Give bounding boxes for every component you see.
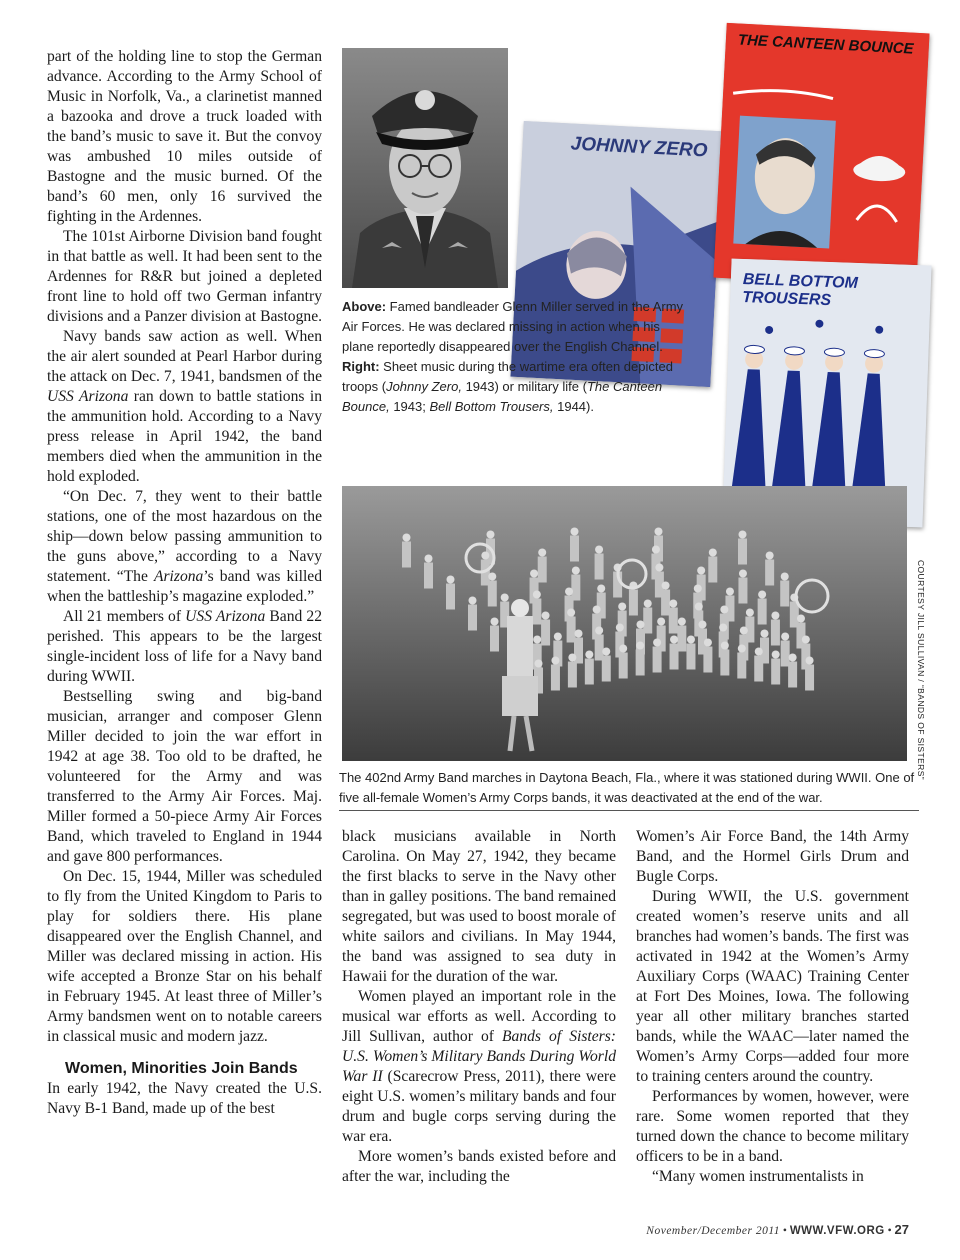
band-member [468,605,477,631]
band-member [765,560,774,586]
paragraph: In early 1942, the Navy created the U.S. Navy B-1 Band, made up of the best [47,1080,322,1117]
ship-name: Arizona [153,568,204,585]
band-member [629,590,638,616]
band-member-head [738,645,746,653]
band-member [738,539,747,565]
band-member [708,557,717,583]
bell-bottom-title: BELL BOTTOM TROUSERS [741,271,859,310]
paragraph: Women’s Air Force Band, the 14th Army Band, and the Hormel Girls Drum and Bugle Corps. [636,828,909,885]
band-member-head [637,621,645,629]
portrait-illustration [342,48,508,288]
band-member [490,626,499,652]
paragraph: More women’s bands existed before and after the war, including the [342,1148,616,1185]
band-member-head [652,546,660,554]
issue-date: November/December 2011 [646,1225,781,1237]
band-member-head [758,591,766,599]
band-member-head [653,639,661,647]
paragraph: Performances by women, however, were rare. Some women reported that they turned down the chance to become military officers to be in a band. [636,1088,909,1165]
band-member [669,608,678,634]
text-run: Navy bands saw action as well. When the air alert sounded at Pearl Harbor during the attack on Dec. 7, 1941, bandsmen of the [47,328,322,385]
band-member-head [657,618,665,626]
band-member-head [695,603,703,611]
band-member [636,650,645,676]
band-member-head [761,630,769,638]
band-member-head [501,594,509,602]
band-member-head [655,564,663,572]
band-member-head [726,588,734,596]
band-member [551,665,560,691]
band-member-head [755,648,763,656]
band-member-head [491,618,499,626]
band-member-head [687,636,695,644]
caption-text: 1943; [389,399,430,414]
paragraph [342,987,616,1147]
band-photo-caption: The 402nd Army Band marches in Daytona Beach, Fla., where it was stationed during WWII. One of five all-female Women’s Army Corps bands, it was deactivated at the end of the war. [339,768,919,811]
band-member-head [469,597,477,605]
text-run: Women played an important role in the musical war efforts as well. According to Jill Sullivan, author of [342,988,616,1045]
band-member-head [772,651,780,659]
band-member [595,554,604,580]
paragraph [47,487,322,607]
article-column-2 [342,827,616,1187]
band-member-head [797,615,805,623]
band-member-head [595,546,603,554]
band-member-head [740,627,748,635]
band-member [661,590,670,616]
book-title: Bands of Sisters: U.S. Women’s Military Bands During World War II [342,1028,616,1085]
band-member-head [565,588,573,596]
band-member [670,644,679,670]
band-member-head [697,567,705,575]
band-member [771,620,780,646]
band-member-head [618,603,626,611]
caption-text: Sheet music during the wartime era often depicted troops ( [342,359,673,394]
band-member-head [704,639,712,647]
paragraph [47,607,322,687]
band-member-head [766,552,774,560]
glenn-miller-photo [342,48,508,288]
footer-separator: • [780,1225,790,1237]
band-member-head [593,606,601,614]
caption-text: 1943) or military life ( [461,379,587,394]
band-member-head [781,573,789,581]
band-member-head [802,636,810,644]
section-subhead: Women, Minorities Join Bands [65,1060,298,1077]
band-member-head [530,570,538,578]
text-run: “On Dec. 7, they went to their battle stations, one of the most hazardous on the ship—down below passing ammunition to the guns above,” according to a Navy statement. “The [47,488,322,585]
band-member-head [709,549,717,557]
article-column-1 [47,47,322,1119]
band-member-head [721,642,729,650]
band-member-head [670,636,678,644]
band-member-head [678,618,686,626]
paragraph: On Dec. 15, 1944, Miller was scheduled to fly from the United Kingdom to Paris to play for soldiers there. His plane disappeared over the English Channel, and Miller was declared missing in action. His wife accepted a Bronze Star on his behalf in February 1945. At least three of Miller’s Army bandsmen went on to notable careers in classical music and modern jazz. [47,868,322,1045]
text-run: All 21 members of [63,608,186,625]
text-run: ’s band was killed when the battleship’s magazine exploded.” [47,568,323,605]
band-member-head [488,573,496,581]
page-number: 27 [894,1222,909,1237]
paragraph: Bestselling swing and big-band musician, arranger and composer Glenn Miller decided to join the war effort in 1942 at age 38. Too old to be drafted, he volunteered for the Army and was transferred to the Army Air Forces. Maj. Miller formed a 50-piece Army Air Forces Band, which traveled to England in 1944 and gave 800 performances. [47,688,322,865]
band-member-head [595,627,603,635]
band-member [602,656,611,682]
band-member-head [655,528,663,536]
band-member-head [602,648,610,656]
band-member [686,644,695,670]
caption-right [342,357,687,417]
band-member-head [571,528,579,536]
photo-caption-top [342,297,687,417]
band-member-head [694,585,702,593]
band-member-head [538,549,546,557]
band-member-head [781,633,789,641]
band-member [758,599,767,625]
band-member-head [662,582,670,590]
band-member [788,662,797,688]
band-member-head [403,534,411,542]
band-member [780,581,789,607]
band-member [805,665,814,691]
band-member-head [720,606,728,614]
ship-name: USS Arizona [185,608,266,625]
caption-title: The Canteen Bounce, [342,379,663,414]
band-member [402,542,411,568]
band-member-head [487,531,495,539]
band-member [446,584,455,610]
band-member [532,599,541,625]
band-member [653,647,662,673]
paragraph: part of the holding line to stop the German advance. According to the Army School of Music in Norfolk, Va., a clarinetist manned a bazooka and drove a truck loaded with the band’s music to save it. But the convoy was ambushed 10 miles outside of Bastogne and the music burned. Of the band’s 60 men, only 16 survived the fighting in the Ardennes. [47,48,322,225]
band-member [703,647,712,673]
band-member-head [619,645,627,653]
band-member [677,626,686,652]
band-member [771,659,780,685]
band-member-head [699,621,707,629]
band-member [538,557,547,583]
band-member-head [575,630,583,638]
band-member-head [568,654,576,662]
band-member [585,659,594,685]
band-member-head [636,642,644,650]
caption-above [342,297,687,357]
band-member-head [585,651,593,659]
band-member [754,656,763,682]
band-member [541,620,550,646]
paragraph: The 101st Airborne Division band fought in that battle as well. It had been sent to the Ardennes for R&R but joined a depleted front line to hold off two German infantry divisions and a Panzer division at Bastogne. [47,228,323,325]
band-member-head [535,660,543,668]
band-member-head [644,600,652,608]
band-member-head [739,531,747,539]
band-member-head [533,636,541,644]
band-member-head [746,609,754,617]
band-member-head [481,552,489,560]
band-member [424,563,433,589]
band-member [488,581,497,607]
photo-credit: COURTESY JILL SULLIVAN / “BANDS OF SISTERS” [916,560,926,780]
band-member-head [771,612,779,620]
band-member [570,536,579,562]
caption-label: Right: [342,359,380,374]
caption-title: Bell Bottom Trousers, [429,399,554,414]
ship-name: USS Arizona [47,388,129,405]
band-member [737,653,746,679]
band-member [720,650,729,676]
band-member-head [533,591,541,599]
paragraph: black musicians available in North Carolina. On May 27, 1942, they became the first blacks to serve in the Navy other than in galley positions. The band remained segregated, but was used to boost morale of white sailors and civilians. In May 1944, the band was assigned to sea duty in Hawaii for the duration of the war. [342,828,616,985]
band-member-head [789,654,797,662]
canteen-bounce-cover-art [713,23,929,288]
paragraph [47,327,322,487]
band-member [738,578,747,604]
band-member-head [572,567,580,575]
band-member-head [554,633,562,641]
band-member [619,653,628,679]
band-member-head [739,570,747,578]
band-member-head [616,624,624,632]
band-member-head [719,624,727,632]
paragraph: During WWII, the U.S. government created women’s reserve units and all branches had women’s bands. The first was activated in 1942 at the Women’s Army Auxiliary Corps (WAAC) Training Center at Fort Des Moines, Iowa. The following year all other military branches started bands, while the WAAC—later named the Women’s Army Corps—added four more to training centers around the country. [636,888,909,1085]
band-member [568,662,577,688]
band-member-head [447,576,455,584]
band-member-head [597,585,605,593]
band-member-head [542,612,550,620]
page-footer [646,1222,909,1237]
text-run: ran down to battle stations in the ammunition hold. According to a Navy press release in April 1942, the band members died when the ammunition in the hold exploded. [47,388,323,485]
band-member-head [806,657,814,665]
band-member-head [567,609,575,617]
band-member-head [551,657,559,665]
canteen-bounce-sheet-music [713,23,929,288]
canteen-bounce-title: THE CANTEEN BOUNCE [737,31,914,58]
band-member-head [669,600,677,608]
caption-label: Above: [342,299,387,314]
article-column-3 [636,827,909,1187]
johnny-zero-title: JOHNNY ZERO [570,133,708,162]
caption-title: Johnny Zero, [386,379,462,394]
text-run: Band 22 perished. This appears to be the largest single-incident loss of life for a Navy band during WWII. [47,608,323,685]
text-run: (Scarecrow Press, 2011), there were eight U.S. women’s military bands and four drum and bugle corps serving during the war era. [342,1068,616,1145]
band-member-head [425,555,433,563]
paragraph: “Many women instrumentalists in [652,1168,864,1185]
website: WWW.VFW.ORG [789,1225,885,1237]
footer-separator: • [884,1225,895,1237]
caption-text: 1944). [553,399,594,414]
caption-text: Famed bandleader Glenn Miller served in the Army Air Forces. He was declared missing in action when his plane reportedly disappeared over the English Channel. [342,299,684,354]
army-band-photo [342,486,907,761]
marching-band-illustration [342,486,907,761]
